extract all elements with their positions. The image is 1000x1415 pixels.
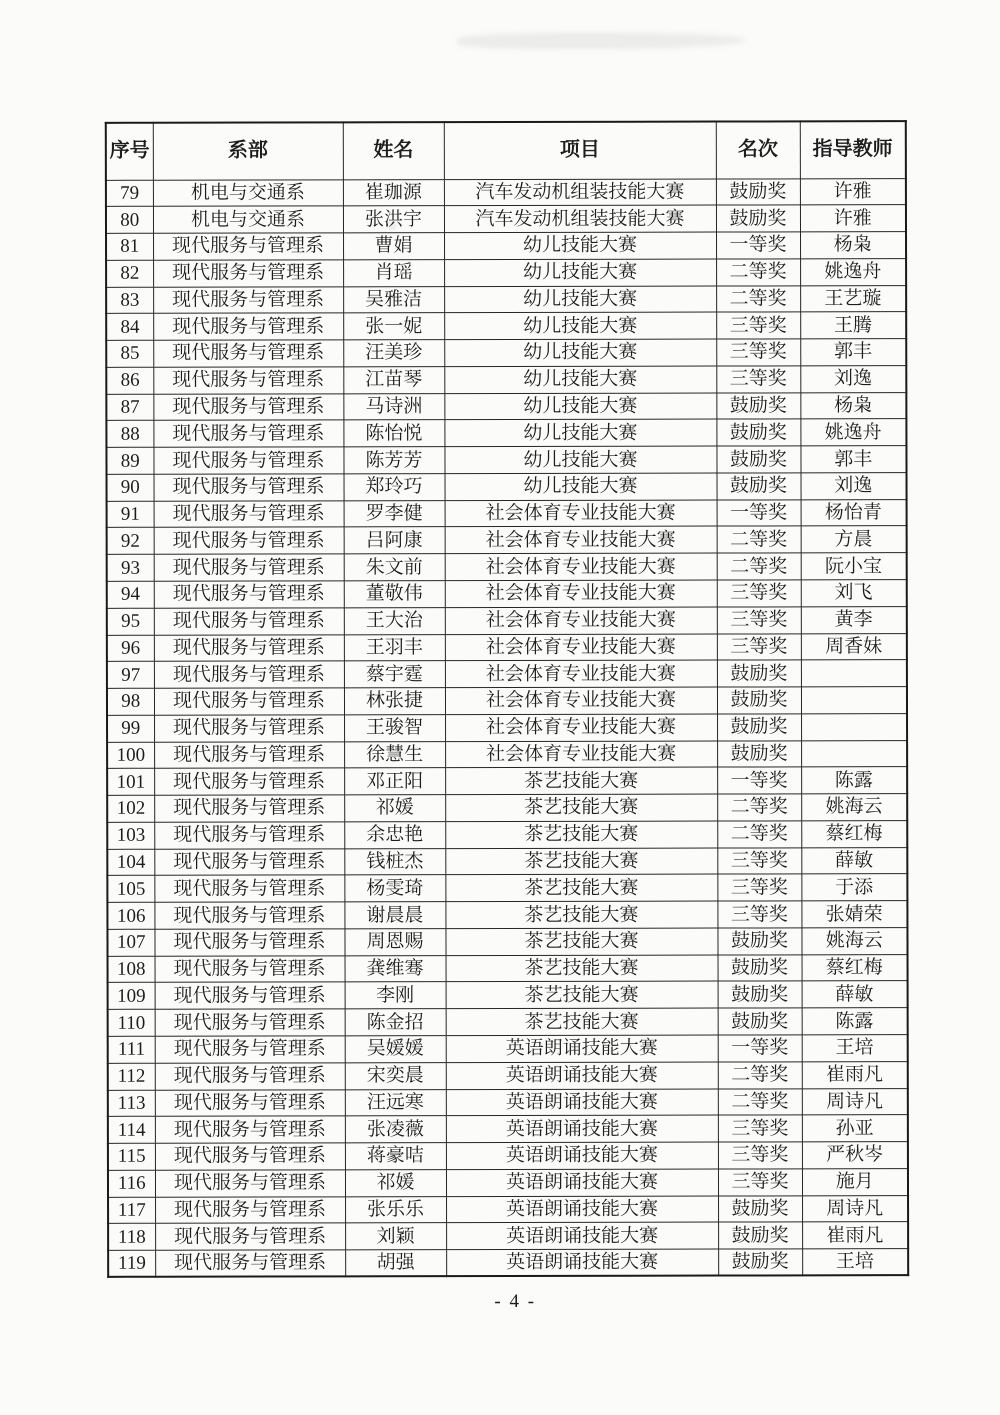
cell-index: 82 [106, 260, 153, 287]
cell-index: 96 [107, 635, 154, 662]
cell-name: 谢晨晨 [344, 902, 445, 929]
table-row [107, 740, 907, 768]
cell-rank: 鼓励奖 [717, 928, 801, 955]
cell-name: 罗李健 [344, 500, 445, 527]
cell-name: 林张捷 [344, 688, 445, 715]
cell-teacher: 姚海云 [801, 928, 907, 955]
cell-project: 英语朗诵技能大赛 [446, 1115, 718, 1142]
cell-teacher: 杨怡青 [801, 499, 907, 526]
cell-department: 现代服务与管理系 [154, 554, 344, 581]
cell-project: 幼儿技能大赛 [444, 419, 716, 446]
cell-teacher: 阮小宝 [801, 553, 907, 580]
cell-teacher: 郭丰 [800, 446, 906, 473]
cell-index: 86 [106, 367, 153, 394]
cell-rank: 三等奖 [717, 874, 801, 901]
cell-department: 现代服务与管理系 [154, 474, 344, 501]
cell-rank: 鼓励奖 [718, 1249, 802, 1276]
cell-name: 余忠艳 [344, 821, 445, 848]
cell-name: 祁媛 [345, 1169, 446, 1196]
cell-name: 李刚 [345, 982, 446, 1009]
cell-department: 机电与交通系 [153, 206, 343, 233]
cell-rank: 二等奖 [718, 1088, 802, 1115]
cell-name: 王羽丰 [344, 634, 445, 661]
cell-teacher: 许雅 [800, 205, 906, 232]
cell-rank: 鼓励奖 [717, 660, 801, 687]
header-cell-department: 系部 [153, 122, 343, 179]
cell-teacher: 崔雨凡 [802, 1222, 908, 1249]
cell-project: 社会体育专业技能大赛 [445, 660, 717, 687]
cell-department: 现代服务与管理系 [154, 795, 344, 822]
table-row [108, 954, 908, 982]
cell-name: 王大治 [344, 607, 445, 634]
cell-department: 现代服务与管理系 [154, 501, 344, 528]
page-number: - 4 - [494, 1290, 537, 1313]
cell-index: 100 [107, 742, 154, 769]
cell-name: 吴媛媛 [345, 1036, 446, 1063]
cell-rank: 鼓励奖 [718, 1008, 802, 1035]
cell-project: 英语朗诵技能大赛 [446, 1249, 718, 1276]
cell-rank: 三等奖 [716, 312, 800, 339]
cell-teacher: 杨枭 [800, 232, 906, 259]
cell-index: 88 [106, 421, 153, 448]
cell-project: 英语朗诵技能大赛 [446, 1035, 718, 1062]
cell-index: 93 [107, 554, 154, 581]
cell-name: 曹娟 [343, 233, 444, 260]
cell-rank: 三等奖 [718, 1169, 802, 1196]
cell-rank: 鼓励奖 [717, 473, 801, 500]
cell-department: 现代服务与管理系 [155, 1170, 345, 1197]
cell-index: 98 [107, 688, 154, 715]
cell-project: 社会体育专业技能大赛 [445, 526, 717, 553]
cell-index: 97 [107, 662, 154, 689]
cell-department: 机电与交通系 [153, 179, 343, 206]
cell-teacher: 孙亚 [802, 1115, 908, 1142]
table-row [107, 713, 907, 741]
table-row [108, 1088, 908, 1116]
cell-project: 茶艺技能大赛 [445, 848, 717, 875]
cell-rank: 鼓励奖 [717, 714, 801, 741]
cell-index: 115 [108, 1143, 155, 1170]
cell-name: 张凌薇 [345, 1116, 446, 1143]
cell-index: 106 [107, 902, 154, 929]
cell-rank: 三等奖 [717, 848, 801, 875]
cell-teacher: 陈露 [802, 1008, 908, 1035]
table-row [107, 687, 907, 715]
cell-department: 现代服务与管理系 [153, 286, 343, 313]
cell-name: 吕阿康 [344, 527, 445, 554]
cell-name: 徐慧生 [344, 741, 445, 768]
cell-department: 现代服务与管理系 [154, 848, 344, 875]
cell-teacher: 黄李 [801, 606, 907, 633]
cell-index: 92 [107, 528, 154, 555]
cell-rank: 二等奖 [717, 794, 801, 821]
cell-department: 现代服务与管理系 [153, 260, 343, 287]
cell-department: 现代服务与管理系 [155, 1250, 345, 1277]
cell-name: 江苗琴 [343, 366, 444, 393]
header-cell-index: 序号 [106, 123, 153, 180]
cell-rank: 二等奖 [717, 526, 801, 553]
cell-department: 现代服务与管理系 [155, 1089, 345, 1116]
cell-project: 幼儿技能大赛 [444, 286, 716, 313]
cell-department: 现代服务与管理系 [155, 1223, 345, 1250]
table-row [108, 1195, 908, 1223]
cell-project: 幼儿技能大赛 [445, 473, 717, 500]
cell-project: 幼儿技能大赛 [444, 232, 716, 259]
table-row [108, 1035, 908, 1063]
cell-teacher [801, 687, 907, 714]
cell-teacher: 周香妹 [801, 633, 907, 660]
cell-project: 茶艺技能大赛 [445, 901, 717, 928]
cell-project: 社会体育专业技能大赛 [445, 500, 717, 527]
cell-rank: 三等奖 [716, 339, 800, 366]
cell-rank: 鼓励奖 [716, 392, 800, 419]
cell-index: 104 [107, 849, 154, 876]
cell-project: 幼儿技能大赛 [444, 366, 716, 393]
cell-index: 84 [106, 314, 153, 341]
cell-name: 王骏智 [344, 714, 445, 741]
cell-index: 113 [108, 1090, 155, 1117]
cell-teacher [801, 660, 907, 687]
cell-name: 朱文前 [344, 554, 445, 581]
cell-index: 107 [107, 929, 154, 956]
cell-index: 110 [108, 1009, 155, 1036]
cell-rank: 三等奖 [717, 580, 801, 607]
cell-teacher: 张婧荣 [801, 901, 907, 928]
cell-department: 现代服务与管理系 [155, 1009, 345, 1036]
cell-index: 87 [106, 394, 153, 421]
cell-index: 80 [106, 206, 153, 233]
cell-project: 社会体育专业技能大赛 [445, 741, 717, 768]
cell-rank: 二等奖 [717, 821, 801, 848]
cell-teacher: 蔡红梅 [801, 821, 907, 848]
table-row [107, 901, 907, 929]
cell-rank: 鼓励奖 [718, 1222, 802, 1249]
table-row [107, 847, 907, 875]
cell-teacher: 于添 [801, 874, 907, 901]
cell-name: 蒋豪咭 [345, 1143, 446, 1170]
table-row [106, 339, 906, 367]
cell-rank: 鼓励奖 [716, 446, 800, 473]
cell-rank: 鼓励奖 [716, 205, 800, 232]
cell-index: 90 [107, 474, 154, 501]
cell-index: 103 [107, 822, 154, 849]
cell-project: 社会体育专业技能大赛 [445, 607, 717, 634]
cell-project: 幼儿技能大赛 [444, 312, 716, 339]
cell-name: 龚维骞 [345, 955, 446, 982]
cell-teacher: 周诗凡 [802, 1088, 908, 1115]
cell-rank: 鼓励奖 [716, 178, 800, 205]
cell-teacher: 姚逸舟 [800, 419, 906, 446]
cell-name: 胡强 [345, 1250, 446, 1277]
table-row [107, 821, 907, 849]
cell-name: 钱桩杰 [344, 848, 445, 875]
cell-teacher: 郭丰 [800, 339, 906, 366]
cell-name: 张一妮 [343, 313, 444, 340]
cell-index: 99 [107, 715, 154, 742]
cell-index: 109 [108, 983, 155, 1010]
cell-project: 汽车发动机组装技能大赛 [444, 179, 716, 206]
cell-teacher: 姚海云 [801, 794, 907, 821]
cell-project: 社会体育专业技能大赛 [445, 714, 717, 741]
cell-department: 现代服务与管理系 [154, 822, 344, 849]
cell-name: 邓正阳 [344, 768, 445, 795]
cell-rank: 鼓励奖 [718, 955, 802, 982]
cell-teacher: 许雅 [800, 178, 906, 205]
cell-name: 杨雯琦 [344, 875, 445, 902]
cell-department: 现代服务与管理系 [153, 313, 343, 340]
cell-teacher: 薛敏 [802, 981, 908, 1008]
cell-index: 118 [108, 1224, 155, 1251]
cell-department: 现代服务与管理系 [153, 340, 343, 367]
cell-rank: 一等奖 [717, 767, 801, 794]
cell-index: 116 [108, 1170, 155, 1197]
cell-rank: 三等奖 [716, 366, 800, 393]
cell-index: 117 [108, 1197, 155, 1224]
cell-name: 马诗洲 [343, 393, 444, 420]
table-row [106, 312, 906, 340]
table-row [107, 499, 907, 527]
cell-index: 95 [107, 608, 154, 635]
cell-department: 现代服务与管理系 [153, 393, 343, 420]
cell-department: 现代服务与管理系 [154, 875, 344, 902]
cell-index: 101 [107, 769, 154, 796]
cell-department: 现代服务与管理系 [154, 581, 344, 608]
cell-rank: 三等奖 [717, 633, 801, 660]
cell-index: 119 [108, 1250, 155, 1277]
table-row [108, 1249, 908, 1277]
cell-department: 现代服务与管理系 [155, 1196, 345, 1223]
cell-department: 现代服务与管理系 [155, 956, 345, 983]
award-table [105, 120, 909, 1278]
cell-name: 周恩赐 [344, 929, 445, 956]
table-row [107, 660, 907, 688]
cell-index: 79 [106, 180, 153, 207]
cell-rank: 二等奖 [718, 1062, 802, 1089]
cell-rank: 三等奖 [718, 1115, 802, 1142]
cell-department: 现代服务与管理系 [153, 447, 343, 474]
table-row [106, 232, 906, 260]
cell-project: 幼儿技能大赛 [444, 259, 716, 286]
cell-teacher: 周诗凡 [802, 1195, 908, 1222]
cell-name: 陈怡悦 [343, 420, 444, 447]
table-row [108, 1142, 908, 1170]
table-row [106, 285, 906, 313]
table-row [106, 392, 906, 420]
table-body [106, 178, 908, 1277]
header-cell-teacher: 指导教师 [800, 121, 906, 178]
cell-teacher: 姚逸舟 [800, 258, 906, 285]
cell-index: 91 [107, 501, 154, 528]
cell-project: 社会体育专业技能大赛 [445, 553, 717, 580]
table-row [107, 633, 907, 661]
header-cell-name: 姓名 [343, 122, 444, 179]
table-row [106, 419, 906, 447]
cell-department: 现代服务与管理系 [153, 367, 343, 394]
cell-rank: 鼓励奖 [718, 1195, 802, 1222]
cell-department: 现代服务与管理系 [154, 741, 344, 768]
table-row [107, 553, 907, 581]
cell-teacher: 王培 [802, 1035, 908, 1062]
cell-department: 现代服务与管理系 [155, 982, 345, 1009]
table-row [107, 580, 907, 608]
cell-teacher: 施月 [802, 1168, 908, 1195]
cell-rank: 鼓励奖 [717, 740, 801, 767]
table-row [108, 1061, 908, 1089]
cell-project: 汽车发动机组装技能大赛 [444, 205, 716, 232]
table-row [108, 981, 908, 1009]
cell-name: 蔡宇霆 [344, 661, 445, 688]
cell-name: 张乐乐 [345, 1196, 446, 1223]
cell-project: 幼儿技能大赛 [444, 393, 716, 420]
cell-rank: 三等奖 [717, 901, 801, 928]
table-row [106, 205, 906, 233]
cell-teacher [801, 713, 907, 740]
table-row [106, 178, 906, 206]
table-row [108, 1115, 908, 1143]
table-row [107, 526, 907, 554]
cell-index: 105 [107, 876, 154, 903]
cell-department: 现代服务与管理系 [155, 1036, 345, 1063]
cell-department: 现代服务与管理系 [154, 608, 344, 635]
cell-name: 吴雅洁 [343, 286, 444, 313]
cell-index: 108 [108, 956, 155, 983]
cell-teacher: 王艺璇 [800, 285, 906, 312]
cell-rank: 三等奖 [718, 1142, 802, 1169]
table-row [107, 473, 907, 501]
cell-project: 社会体育专业技能大赛 [445, 580, 717, 607]
cell-department: 现代服务与管理系 [155, 1143, 345, 1170]
cell-project: 幼儿技能大赛 [444, 339, 716, 366]
cell-index: 112 [108, 1063, 155, 1090]
cell-project: 茶艺技能大赛 [445, 928, 717, 955]
table-row [107, 767, 907, 795]
cell-project: 茶艺技能大赛 [446, 955, 718, 982]
table-row [107, 794, 907, 822]
cell-teacher: 方晨 [801, 526, 907, 553]
cell-project: 英语朗诵技能大赛 [446, 1169, 718, 1196]
cell-project: 茶艺技能大赛 [446, 1008, 718, 1035]
cell-rank: 鼓励奖 [716, 419, 800, 446]
cell-name: 汪美珍 [343, 340, 444, 367]
cell-teacher: 刘逸 [801, 473, 907, 500]
cell-name: 宋奕晨 [345, 1062, 446, 1089]
cell-index: 89 [106, 447, 153, 474]
cell-project: 茶艺技能大赛 [446, 982, 718, 1009]
header-cell-rank: 名次 [716, 121, 800, 178]
scan-artifact [457, 32, 747, 49]
cell-department: 现代服务与管理系 [154, 929, 344, 956]
cell-project: 英语朗诵技能大赛 [446, 1062, 718, 1089]
cell-index: 85 [106, 340, 153, 367]
cell-department: 现代服务与管理系 [154, 634, 344, 661]
cell-name: 陈芳芳 [343, 447, 444, 474]
cell-department: 现代服务与管理系 [154, 715, 344, 742]
cell-rank: 一等奖 [717, 500, 801, 527]
cell-teacher: 蔡红梅 [802, 954, 908, 981]
cell-teacher: 薛敏 [801, 847, 907, 874]
cell-project: 英语朗诵技能大赛 [446, 1142, 718, 1169]
cell-name: 郑玲巧 [344, 474, 445, 501]
cell-index: 111 [108, 1036, 155, 1063]
cell-project: 英语朗诵技能大赛 [446, 1222, 718, 1249]
table-row [106, 446, 906, 474]
cell-teacher: 刘飞 [801, 580, 907, 607]
cell-rank: 二等奖 [717, 553, 801, 580]
cell-department: 现代服务与管理系 [155, 1116, 345, 1143]
cell-teacher: 王培 [802, 1249, 908, 1276]
cell-department: 现代服务与管理系 [154, 661, 344, 688]
cell-index: 81 [106, 233, 153, 260]
cell-name: 肖瑶 [343, 259, 444, 286]
cell-project: 茶艺技能大赛 [445, 767, 717, 794]
cell-index: 102 [107, 795, 154, 822]
cell-department: 现代服务与管理系 [153, 233, 343, 260]
table-row [106, 258, 906, 286]
cell-project: 茶艺技能大赛 [445, 821, 717, 848]
cell-index: 114 [108, 1117, 155, 1144]
table-row [108, 1222, 908, 1250]
cell-rank: 二等奖 [716, 285, 800, 312]
cell-teacher [801, 740, 907, 767]
table-row [108, 1008, 908, 1036]
cell-project: 幼儿技能大赛 [444, 446, 716, 473]
cell-name: 陈金招 [345, 1009, 446, 1036]
header-row [106, 121, 906, 180]
table-row [107, 606, 907, 634]
cell-department: 现代服务与管理系 [154, 768, 344, 795]
header-cell-project: 项目 [444, 122, 716, 180]
cell-project: 茶艺技能大赛 [445, 874, 717, 901]
cell-teacher: 陈露 [801, 767, 907, 794]
cell-name: 张洪宇 [343, 206, 444, 233]
cell-name: 董敬伟 [344, 581, 445, 608]
cell-department: 现代服务与管理系 [154, 688, 344, 715]
cell-department: 现代服务与管理系 [154, 527, 344, 554]
cell-rank: 一等奖 [716, 232, 800, 259]
cell-project: 茶艺技能大赛 [445, 794, 717, 821]
cell-name: 刘颖 [345, 1223, 446, 1250]
cell-project: 英语朗诵技能大赛 [446, 1196, 718, 1223]
cell-teacher: 崔雨凡 [802, 1061, 908, 1088]
table-row [107, 928, 907, 956]
cell-department: 现代服务与管理系 [154, 902, 344, 929]
table-row [107, 874, 907, 902]
cell-teacher: 杨枭 [800, 392, 906, 419]
cell-rank: 一等奖 [718, 1035, 802, 1062]
cell-index: 83 [106, 287, 153, 314]
cell-rank: 三等奖 [717, 607, 801, 634]
cell-rank: 鼓励奖 [718, 981, 802, 1008]
cell-department: 现代服务与管理系 [153, 420, 343, 447]
cell-teacher: 刘逸 [800, 366, 906, 393]
cell-name: 汪远寒 [345, 1089, 446, 1116]
cell-index: 94 [107, 581, 154, 608]
table-header [106, 121, 906, 180]
cell-department: 现代服务与管理系 [155, 1063, 345, 1090]
cell-rank: 二等奖 [716, 259, 800, 286]
table-row [108, 1168, 908, 1196]
cell-name: 祁媛 [344, 795, 445, 822]
cell-teacher: 王腾 [800, 312, 906, 339]
cell-project: 社会体育专业技能大赛 [445, 687, 717, 714]
cell-name: 崔珈源 [343, 179, 444, 206]
cell-rank: 鼓励奖 [717, 687, 801, 714]
cell-project: 英语朗诵技能大赛 [446, 1089, 718, 1116]
cell-project: 社会体育专业技能大赛 [445, 634, 717, 661]
cell-teacher: 严秋岑 [802, 1142, 908, 1169]
table-row [106, 366, 906, 394]
